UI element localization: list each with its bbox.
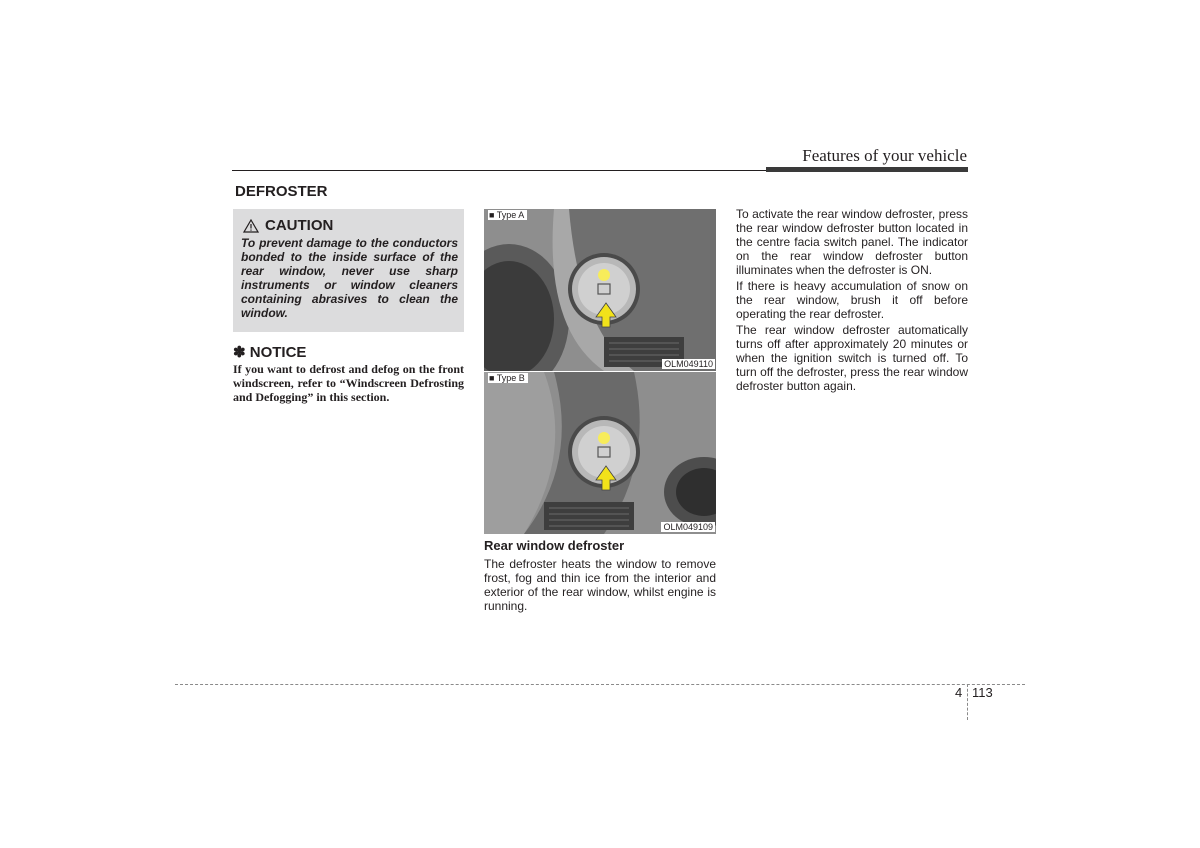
figure-type-b [484, 372, 716, 534]
running-header: Features of your vehicle [802, 146, 967, 165]
section-title: DEFROSTER [235, 183, 328, 200]
chapter-number: 4 [955, 685, 963, 700]
header-bar [766, 167, 968, 172]
warning-icon [243, 219, 259, 233]
figure-tag: ■ Type A [488, 210, 527, 220]
caution-text: To prevent damage to the conductors bonded to the inside surface of the rear window, never use sharp instruments or window cleaners containing abrasives to clean the window. [241, 236, 458, 320]
figure-code: OLM049110 [664, 359, 713, 369]
notice-title: ✽ NOTICE [233, 344, 307, 361]
caution-title: CAUTION [265, 217, 334, 234]
figure-type-a [484, 209, 716, 371]
instruction-paragraph: To activate the rear window defroster, press the rear window defroster button located in the centre facia switch panel. The indicator on the rear window defroster button illuminates when the defroster is ON. [736, 207, 968, 277]
caution-box [233, 209, 464, 332]
footer-divider [967, 684, 968, 720]
instruction-paragraph: The rear window defroster automatically turns off after approximately 20 minutes or when the ignition switch is turned off. To turn off the defroster, press the rear window defroster button again. [736, 323, 968, 393]
page-number: 113 [972, 685, 993, 700]
defroster-button-photo-a [484, 209, 716, 371]
footer-rule [175, 684, 1025, 685]
notice-text: If you want to defrost and defog on the front windscreen, refer to “Windscreen Defrosting and Defogging” in this section. [233, 362, 464, 404]
rear-defroster-heading: Rear window defroster [484, 538, 625, 553]
defroster-button-photo-b [484, 372, 716, 534]
instruction-paragraph: If there is heavy accumulation of snow on the rear window, brush it off before operating the rear defroster. [736, 279, 968, 321]
figure-tag: ■ Type B [488, 373, 528, 383]
instructions-column [736, 207, 968, 395]
figure-code: OLM049109 [663, 522, 713, 532]
rear-defroster-text: The defroster heats the window to remove frost, fog and thin ice from the interior and exterior of the rear window, whilst engine is running. [484, 557, 716, 613]
